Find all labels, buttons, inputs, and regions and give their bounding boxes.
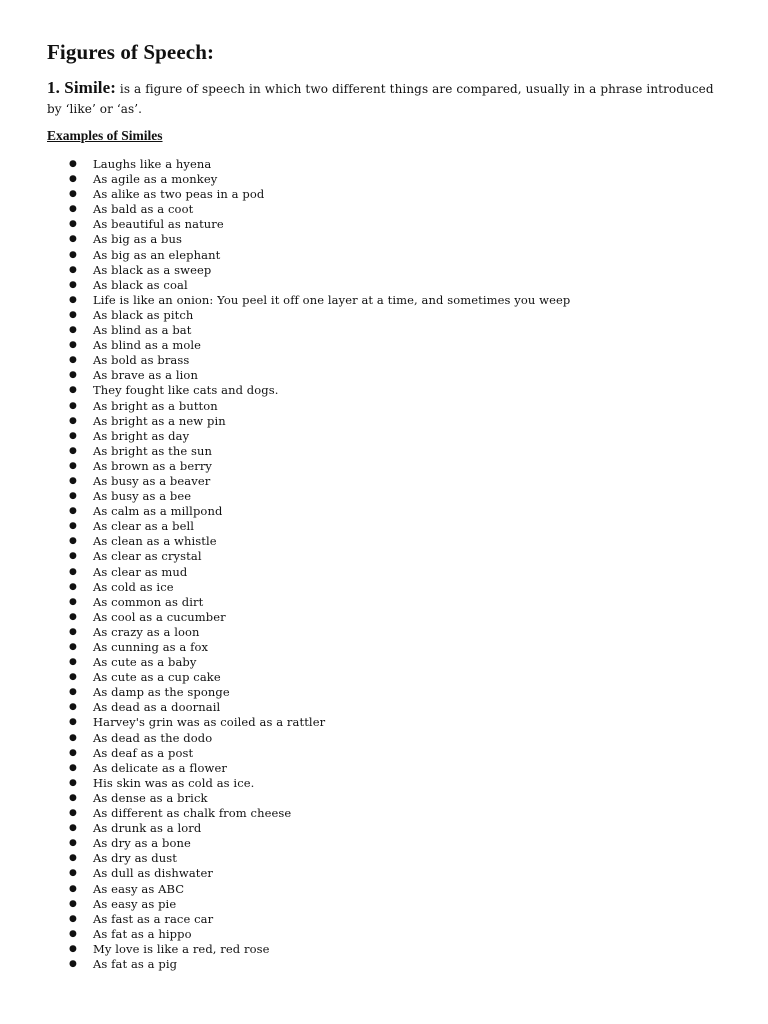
list-item	[47, 685, 727, 700]
bullet-icon: ●	[69, 355, 77, 366]
page-title: Figures of Speech:	[47, 40, 215, 64]
list-item-text: As common as dirt	[93, 594, 204, 609]
list-item	[47, 927, 727, 942]
bullet-icon: ●	[69, 717, 77, 728]
list-item	[47, 942, 727, 957]
bullet-icon: ●	[69, 430, 77, 441]
list-item-text: As alike as two peas in a pod	[93, 187, 265, 202]
bullet-icon: ●	[69, 777, 77, 788]
list-item-text: As dense as a brick	[93, 790, 208, 805]
list-item	[47, 821, 727, 836]
bullet-icon: ●	[69, 506, 77, 517]
bullet-icon: ●	[69, 340, 77, 351]
bullet-icon: ●	[69, 309, 77, 320]
bullet-icon: ●	[69, 732, 77, 743]
list-item	[47, 791, 727, 806]
bullet-icon: ●	[69, 294, 77, 305]
definition-term: 1. Simile:	[47, 78, 116, 97]
list-item-text: As fat as a hippo	[93, 926, 192, 941]
list-item-text: As cold as ice	[93, 579, 174, 594]
list-item	[47, 217, 727, 232]
bullet-icon: ●	[69, 234, 77, 245]
list-item-text: As bald as a coot	[93, 202, 194, 217]
bullet-icon: ●	[69, 551, 77, 562]
list-item-text: Life is like an onion: You peel it off one layer at a time, and sometimes you weep	[93, 292, 571, 307]
list-item-text: As big as an elephant	[93, 247, 221, 262]
list-item-text: As dull as dishwater	[93, 866, 214, 881]
bullet-icon: ●	[69, 370, 77, 381]
list-item	[47, 580, 727, 595]
list-item	[47, 700, 727, 715]
list-item-text: As clear as mud	[93, 564, 188, 579]
bullet-icon: ●	[69, 808, 77, 819]
list-item-text: As black as coal	[93, 277, 188, 292]
bullet-icon: ●	[69, 611, 77, 622]
list-item	[47, 715, 727, 730]
list-item	[47, 459, 727, 474]
bullet-icon: ●	[69, 219, 77, 230]
bullet-icon: ●	[69, 913, 77, 924]
bullet-icon: ●	[69, 702, 77, 713]
bullet-icon: ●	[69, 189, 77, 200]
list-item-text: As busy as a beaver	[93, 473, 211, 488]
document-page	[47, 38, 727, 972]
bullet-icon: ●	[69, 249, 77, 260]
examples-list	[47, 157, 727, 972]
list-item	[47, 957, 727, 972]
list-item-text: As blind as a bat	[93, 323, 192, 338]
list-item	[47, 640, 727, 655]
bullet-icon: ●	[69, 883, 77, 894]
list-item-text: As calm as a millpond	[93, 504, 223, 519]
bullet-icon: ●	[69, 642, 77, 652]
list-item-text: As deaf as a post	[93, 745, 194, 760]
list-item-text: As bright as a new pin	[93, 413, 226, 428]
bullet-icon: ●	[69, 958, 77, 969]
list-item	[47, 263, 727, 278]
list-item-text: His skin was as cold as ice.	[93, 775, 255, 790]
list-item-text: As brown as a berry	[93, 458, 213, 473]
list-item	[47, 187, 727, 202]
list-item	[47, 776, 727, 791]
bullet-icon: ●	[69, 325, 77, 336]
bullet-icon: ●	[69, 943, 77, 954]
list-item	[47, 338, 727, 353]
list-item	[47, 746, 727, 761]
list-item	[47, 731, 727, 746]
bullet-icon: ●	[69, 460, 77, 471]
bullet-icon: ●	[69, 536, 77, 547]
bullet-icon: ●	[69, 672, 77, 683]
bullet-icon: ●	[69, 687, 77, 698]
list-item-text: They fought like cats and dogs.	[93, 383, 279, 398]
list-item	[47, 912, 727, 927]
list-item-text: As brave as a lion	[93, 368, 198, 383]
list-item-text: As bright as the sun	[93, 443, 213, 458]
list-item	[47, 670, 727, 685]
bullet-icon: ●	[69, 491, 77, 502]
list-item-text: As easy as ABC	[93, 881, 185, 896]
list-item	[47, 882, 727, 897]
bullet-icon: ●	[69, 657, 77, 668]
list-item-text: As clear as a bell	[93, 519, 195, 534]
list-item	[47, 565, 727, 580]
list-item	[47, 897, 727, 912]
list-item	[47, 851, 727, 866]
bullet-icon: ●	[69, 853, 77, 864]
list-item-text: Laughs like a hyena	[93, 157, 212, 171]
list-item	[47, 504, 727, 519]
list-item-text: As agile as a monkey	[93, 172, 218, 187]
bullet-icon: ●	[69, 204, 77, 215]
bullet-icon: ●	[69, 279, 77, 290]
bullet-icon: ●	[69, 898, 77, 909]
list-item-text: As bold as brass	[93, 353, 190, 368]
list-item	[47, 232, 727, 247]
list-item	[47, 323, 727, 338]
simile-definition	[47, 78, 727, 119]
list-item-text: As busy as a bee	[93, 489, 192, 504]
list-item	[47, 353, 727, 368]
list-item	[47, 610, 727, 625]
list-item-text: As bright as a button	[93, 398, 218, 413]
list-item	[47, 474, 727, 489]
list-item-text: As black as a sweep	[93, 262, 212, 277]
list-item	[47, 172, 727, 187]
list-item-text: As dead as the dodo	[93, 730, 213, 745]
list-item	[47, 293, 727, 308]
list-item-text: As easy as pie	[93, 896, 177, 911]
list-item-text: As fat as a pig	[93, 956, 178, 971]
list-item-text: As cunning as a fox	[93, 640, 209, 654]
bullet-icon: ●	[69, 566, 77, 577]
definition-text: is a figure of speech in which two different things are compared, usually in a phrase introduced by ‘like’ or ‘as’.	[47, 82, 714, 116]
bullet-icon: ●	[69, 596, 77, 607]
list-item	[47, 248, 727, 263]
list-item	[47, 866, 727, 881]
list-item-text: As dry as dust	[93, 851, 177, 866]
bullet-icon: ●	[69, 928, 77, 939]
bullet-icon: ●	[69, 792, 77, 803]
bullet-icon: ●	[69, 445, 77, 456]
bullet-icon: ●	[69, 415, 77, 426]
list-item	[47, 836, 727, 851]
list-item	[47, 368, 727, 383]
list-item	[47, 414, 727, 429]
bullet-icon: ●	[69, 385, 77, 396]
list-item-text: As bright as day	[93, 428, 190, 443]
bullet-icon: ●	[69, 838, 77, 849]
list-item-text: As black as pitch	[93, 307, 194, 322]
list-item-text: As drunk as a lord	[93, 821, 202, 836]
list-item-text: As dry as a bone	[93, 836, 191, 851]
bullet-icon: ●	[69, 868, 77, 879]
list-item-text: As cool as a cucumber	[93, 609, 226, 624]
list-item-text: As blind as a mole	[93, 338, 202, 353]
list-item	[47, 595, 727, 610]
list-item-text: As delicate as a flower	[93, 760, 227, 775]
list-item	[47, 308, 727, 323]
bullet-icon: ●	[69, 174, 77, 185]
list-item	[47, 534, 727, 549]
bullet-icon: ●	[69, 400, 77, 411]
list-item	[47, 761, 727, 776]
list-item-text: My love is like a red, red rose	[93, 941, 270, 956]
bullet-icon: ●	[69, 747, 77, 758]
list-item-text: As beautiful as nature	[93, 217, 224, 232]
list-item-text: As crazy as a loon	[93, 624, 200, 639]
list-item-text: As cute as a cup cake	[93, 670, 221, 685]
list-item	[47, 519, 727, 534]
examples-heading: Examples of Similes	[47, 128, 163, 143]
bullet-icon: ●	[69, 823, 77, 834]
list-item	[47, 383, 727, 398]
list-item-text: As clean as a whistle	[93, 534, 217, 549]
list-item	[47, 429, 727, 444]
list-item-text: As different as chalk from cheese	[93, 806, 292, 821]
bullet-icon: ●	[69, 521, 77, 532]
list-item-text: As damp as the sponge	[93, 685, 230, 700]
list-item	[47, 655, 727, 670]
list-item	[47, 489, 727, 504]
list-item	[47, 444, 727, 459]
list-item	[47, 399, 727, 414]
bullet-icon: ●	[69, 159, 77, 169]
bullet-icon: ●	[69, 762, 77, 773]
list-item-text: As big as a bus	[93, 232, 183, 247]
bullet-icon: ●	[69, 264, 77, 275]
list-item	[47, 157, 727, 172]
bullet-icon: ●	[69, 581, 77, 592]
list-item	[47, 278, 727, 293]
list-item-text: As dead as a doornail	[93, 700, 221, 715]
list-item	[47, 549, 727, 564]
bullet-icon: ●	[69, 475, 77, 486]
list-item	[47, 806, 727, 821]
list-item-text: As clear as crystal	[93, 549, 202, 564]
bullet-icon: ●	[69, 626, 77, 637]
list-item-text: As fast as a race car	[93, 911, 214, 926]
list-item	[47, 202, 727, 217]
list-item-text: Harvey's grin was as coiled as a rattler	[93, 715, 326, 730]
list-item-text: As cute as a baby	[93, 655, 197, 670]
list-item	[47, 625, 727, 640]
